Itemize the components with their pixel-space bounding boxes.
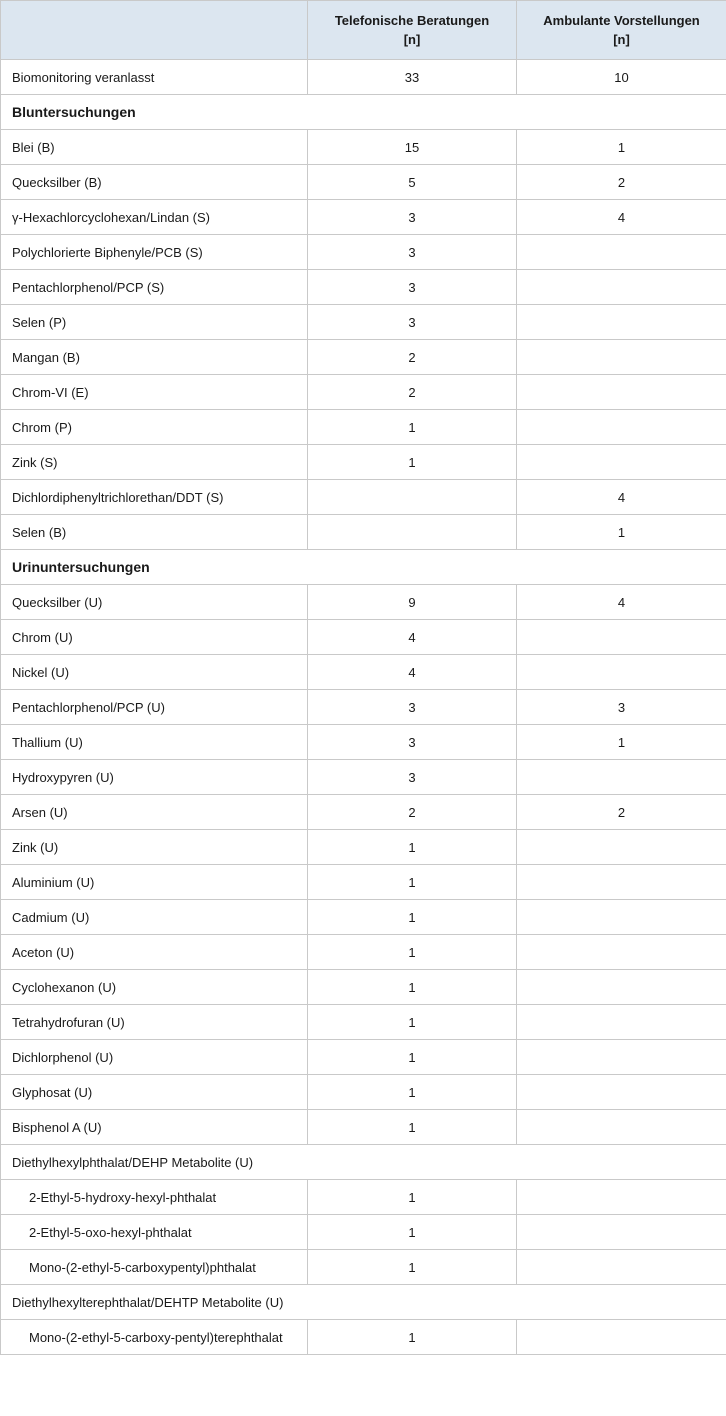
table-row — [1, 200, 726, 235]
telefonische-count: 1 — [308, 865, 517, 900]
telefonische-count: 3 — [308, 270, 517, 305]
telefonische-count: 1 — [308, 1110, 517, 1145]
table-row — [1, 760, 726, 795]
telefonische-count: 1 — [308, 1040, 517, 1075]
row-label: Pentachlorphenol/PCP (S) — [1, 270, 308, 305]
group-heading: Diethylhexylphthalat/DEHP Metabolite (U) — [1, 1145, 726, 1180]
row-label: Mono-(2-ethyl-5-carboxypentyl)phthalat — [1, 1250, 308, 1285]
telefonische-count: 1 — [308, 1075, 517, 1110]
telefonische-count: 2 — [308, 795, 517, 830]
table-row — [1, 270, 726, 305]
telefonische-count: 1 — [308, 1320, 517, 1355]
row-label: Aluminium (U) — [1, 865, 308, 900]
row-label: Chrom (U) — [1, 620, 308, 655]
telefonische-count: 1 — [308, 445, 517, 480]
row-label: Quecksilber (U) — [1, 585, 308, 620]
row-label: Chrom-VI (E) — [1, 375, 308, 410]
telefonische-count: 2 — [308, 375, 517, 410]
ambulante-count — [517, 375, 726, 410]
table-row — [1, 830, 726, 865]
table-row — [1, 620, 726, 655]
ambulante-count — [517, 865, 726, 900]
header-cell-label — [1, 1, 308, 60]
row-label: Tetrahydrofuran (U) — [1, 1005, 308, 1040]
table-row — [1, 1075, 726, 1110]
table-row — [1, 725, 726, 760]
ambulante-count: 4 — [517, 200, 726, 235]
sub-row — [1, 1180, 726, 1215]
ambulante-count: 2 — [517, 795, 726, 830]
table-row — [1, 690, 726, 725]
ambulante-count — [517, 620, 726, 655]
ambulante-count — [517, 970, 726, 1005]
ambulante-count — [517, 1075, 726, 1110]
telefonische-count: 1 — [308, 1250, 517, 1285]
row-label: 2-Ethyl-5-oxo-hexyl-phthalat — [1, 1215, 308, 1250]
telefonische-count: 3 — [308, 760, 517, 795]
telefonische-count: 1 — [308, 1180, 517, 1215]
section-heading: Bluntersuchungen — [1, 95, 726, 130]
ambulante-count: 1 — [517, 515, 726, 550]
table-row — [1, 1040, 726, 1075]
ambulante-count — [517, 1110, 726, 1145]
table-row — [1, 235, 726, 270]
telefonische-count: 4 — [308, 620, 517, 655]
ambulante-count — [517, 1005, 726, 1040]
telefonische-count: 5 — [308, 165, 517, 200]
ambulante-count: 4 — [517, 480, 726, 515]
table-header — [1, 1, 726, 60]
row-label: 2-Ethyl-5-hydroxy-hexyl-phthalat — [1, 1180, 308, 1215]
telefonische-count: 4 — [308, 655, 517, 690]
ambulante-count — [517, 1250, 726, 1285]
telefonische-count: 1 — [308, 830, 517, 865]
ambulante-count: 2 — [517, 165, 726, 200]
row-label: Hydroxypyren (U) — [1, 760, 308, 795]
telefonische-count: 1 — [308, 410, 517, 445]
ambulante-count — [517, 760, 726, 795]
ambulante-count — [517, 305, 726, 340]
header-telefonische-title: Telefonische Beratungen — [334, 13, 490, 28]
table-row — [1, 480, 726, 515]
row-label: Quecksilber (B) — [1, 165, 308, 200]
row-label: Selen (B) — [1, 515, 308, 550]
section-heading: Urinuntersuchungen — [1, 550, 726, 585]
header-telefonische-unit: [n] — [403, 32, 421, 47]
row-label: Biomonitoring veranlasst — [1, 60, 308, 95]
header-ambulante-unit: [n] — [613, 32, 630, 47]
row-label: Polychlorierte Biphenyle/PCB (S) — [1, 235, 308, 270]
ambulante-count — [517, 235, 726, 270]
row-label: Bisphenol A (U) — [1, 1110, 308, 1145]
ambulante-count — [517, 1320, 726, 1355]
row-label: Mono-(2-ethyl-5-carboxy-pentyl)terephthalat — [1, 1320, 308, 1355]
table-row — [1, 585, 726, 620]
telefonische-count: 15 — [308, 130, 517, 165]
table-row — [1, 1005, 726, 1040]
table-row — [1, 130, 726, 165]
row-label: Dichlordiphenyltrichlorethan/DDT (S) — [1, 480, 308, 515]
row-label: Chrom (P) — [1, 410, 308, 445]
table-row — [1, 515, 726, 550]
row-label: Selen (P) — [1, 305, 308, 340]
table-row — [1, 970, 726, 1005]
ambulante-count — [517, 935, 726, 970]
telefonische-count — [308, 515, 517, 550]
row-label: Pentachlorphenol/PCP (U) — [1, 690, 308, 725]
ambulante-count: 3 — [517, 690, 726, 725]
telefonische-count: 3 — [308, 305, 517, 340]
table-row — [1, 445, 726, 480]
ambulante-count: 1 — [517, 725, 726, 760]
telefonische-count: 3 — [308, 725, 517, 760]
telefonische-count: 1 — [308, 1005, 517, 1040]
sub-row — [1, 1320, 726, 1355]
ambulante-count — [517, 830, 726, 865]
header-cell-ambulante — [517, 1, 726, 60]
ambulante-count — [517, 1215, 726, 1250]
telefonische-count: 1 — [308, 935, 517, 970]
telefonische-count: 1 — [308, 900, 517, 935]
table-row — [1, 410, 726, 445]
group-row — [1, 1285, 726, 1320]
table-row — [1, 165, 726, 200]
ambulante-count: 1 — [517, 130, 726, 165]
row-label: Cyclohexanon (U) — [1, 970, 308, 1005]
row-label: Aceton (U) — [1, 935, 308, 970]
telefonische-count: 3 — [308, 690, 517, 725]
row-label: Cadmium (U) — [1, 900, 308, 935]
row-label: Nickel (U) — [1, 655, 308, 690]
telefonische-count: 3 — [308, 200, 517, 235]
group-row — [1, 1145, 726, 1180]
table-row — [1, 655, 726, 690]
table-row — [1, 865, 726, 900]
row-label: Zink (S) — [1, 445, 308, 480]
ambulante-count — [517, 410, 726, 445]
telefonische-count: 2 — [308, 340, 517, 375]
ambulante-count — [517, 655, 726, 690]
row-label: Glyphosat (U) — [1, 1075, 308, 1110]
row-label: Dichlorphenol (U) — [1, 1040, 308, 1075]
row-label: Blei (B) — [1, 130, 308, 165]
ambulante-count — [517, 445, 726, 480]
table-row — [1, 305, 726, 340]
table-row — [1, 935, 726, 970]
sub-row — [1, 1250, 726, 1285]
table-row — [1, 60, 726, 95]
table-row — [1, 375, 726, 410]
table-row — [1, 795, 726, 830]
telefonische-count: 1 — [308, 970, 517, 1005]
ambulante-count — [517, 340, 726, 375]
ambulante-count — [517, 1180, 726, 1215]
ambulante-count: 10 — [517, 60, 726, 95]
telefonische-count: 33 — [308, 60, 517, 95]
header-ambulante-title: Ambulante Vorstellungen — [543, 13, 700, 28]
section-row — [1, 95, 726, 130]
section-row — [1, 550, 726, 585]
header-row — [1, 1, 726, 60]
telefonische-count: 3 — [308, 235, 517, 270]
header-cell-telefonische — [308, 1, 517, 60]
ambulante-count — [517, 1040, 726, 1075]
group-heading: Diethylhexylterephthalat/DEHTP Metabolite (U) — [1, 1285, 726, 1320]
ambulante-count: 4 — [517, 585, 726, 620]
table-row — [1, 900, 726, 935]
row-label: γ-Hexachlorcyclohexan/Lindan (S) — [1, 200, 308, 235]
table-row — [1, 1110, 726, 1145]
telefonische-count — [308, 480, 517, 515]
row-label: Mangan (B) — [1, 340, 308, 375]
row-label: Arsen (U) — [1, 795, 308, 830]
ambulante-count — [517, 270, 726, 305]
sub-row — [1, 1215, 726, 1250]
row-label: Thallium (U) — [1, 725, 308, 760]
row-label: Zink (U) — [1, 830, 308, 865]
telefonische-count: 1 — [308, 1215, 517, 1250]
table-row — [1, 340, 726, 375]
ambulante-count — [517, 900, 726, 935]
table-body — [1, 60, 726, 1355]
telefonische-count: 9 — [308, 585, 517, 620]
